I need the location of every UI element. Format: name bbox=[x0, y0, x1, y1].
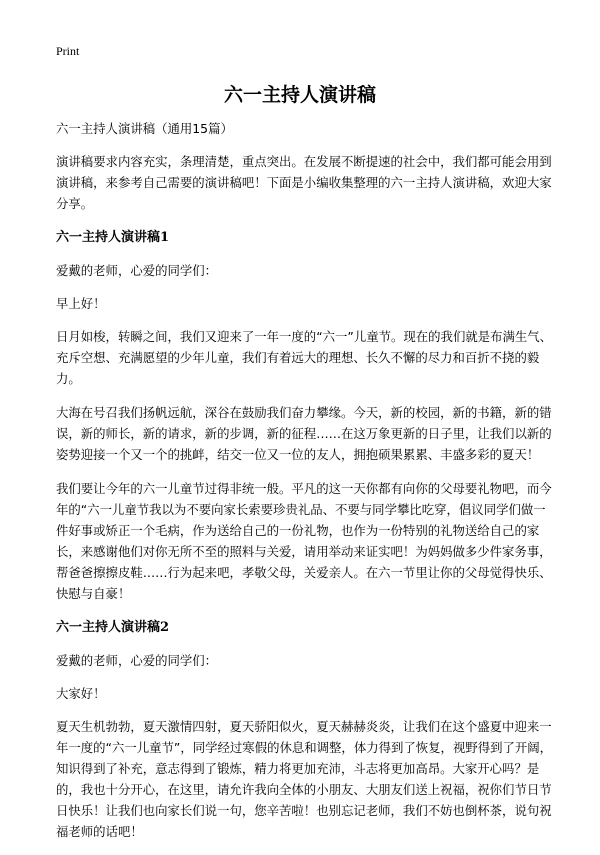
section-1-paragraph: 早上好！ bbox=[56, 296, 106, 311]
section-heading-2: 六一主持人演讲稿2 bbox=[56, 620, 170, 635]
section-1-paragraph: 日月如梭，转瞬之间，我们又迎来了一年一度的“六一”儿童节。现在的我们就是布满生气、充斥空想、充满愿望的少年儿童，我们有着远大的理想、长久不懈的尽力和百折不挠的毅力。 bbox=[56, 329, 553, 386]
section-2-paragraph: 爱戴的老师，心爱的同学们： bbox=[56, 653, 218, 668]
section-2-paragraph: 夏天生机勃勃，夏天激情四射，夏天骄阳似火，夏天赫赫炎炎，让我们在这个盛夏中迎来一年一度的“六一儿童节”，同学经过寒假的休息和调整，体力得到了恢复，视野得到了开阔，知识得到了补充，意志得到了锻炼，精力将更加充沛，斗志将更加高昂。大家开心吗？是的，我也十分开心，在这里，请允许我向全体的小朋友、大朋友们送上祝福，祝你们节日节日快乐！让我们也向家长们说一句，您辛苦啦！也别忘记老师，我们不妨也倒杯茶，说句祝福老师的话吧！ bbox=[56, 719, 553, 839]
section-heading-1: 六一主持人演讲稿1 bbox=[56, 230, 170, 245]
section-2-paragraph: 大家好！ bbox=[56, 686, 106, 701]
print-link[interactable]: Print bbox=[56, 44, 80, 58]
section-1-paragraph: 大海在号召我们扬帆远航，深谷在鼓励我们奋力攀缘。今天，新的校园，新的书籍，新的错误，新的师长，新的请求，新的步调，新的征程……在这万象更新的日子里，让我们以新的姿势迎接一个又一个的挑衅，结交一位又一位的友人，拥抱硕果累累、丰盛多彩的夏天！ bbox=[56, 405, 552, 462]
section-1-paragraph: 爱戴的老师，心爱的同学们： bbox=[56, 263, 218, 278]
section-1-paragraph: 我们要让今年的六一儿童节过得非统一般。平凡的这一天你都有向你的父母要礼物吧，而今年的“六一儿童节我以为不要向家长索要珍贵礼品、不要与同学攀比吃穿，倡议同学们做一件好事或矫正一个毛病，作为送给自己的一份礼物，也作为一份特别的礼物送给自己的家长，来感谢他们对你无所不至的照料与关爱，请用举动来证实吧！为妈妈做多少件家务事，帮爸爸擦擦皮鞋……行为起来吧，孝敬父母，关爱亲人。在六一节里让你的父母觉得快乐、快慰与自豪！ bbox=[56, 481, 552, 601]
page-title: 六一主持人演讲稿 bbox=[223, 84, 376, 106]
document-body bbox=[56, 118, 554, 855]
intro-paragraph: 演讲稿要求内容充实，条理清楚，重点突出。在发展不断提速的社会中，我们都可能会用到演讲稿，来参考自己需要的演讲稿吧！下面是小编收集整理的六一主持人演讲稿，欢迎大家分享。 bbox=[56, 154, 552, 211]
document-subtitle: 六一主持人演讲稿（通用15篇） bbox=[56, 121, 233, 136]
